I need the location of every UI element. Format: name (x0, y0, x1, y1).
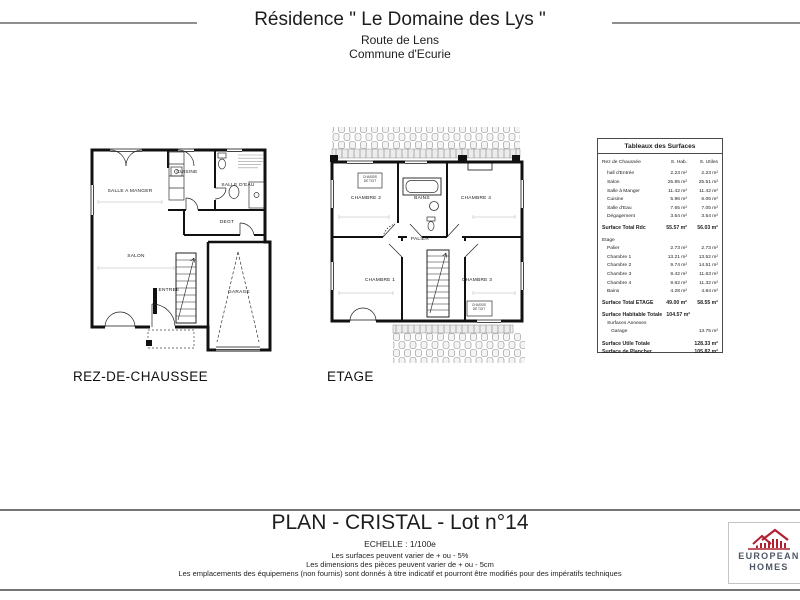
total-s-utiles: 58.55 m² (697, 300, 718, 307)
room-label-chambre-3: CHAMBRE 3 (461, 278, 493, 283)
caption-etage: ETAGE (327, 369, 374, 384)
table-row (602, 279, 718, 288)
rdc-kitchen-fixtures (169, 152, 184, 200)
etage-floorplan (327, 125, 527, 365)
row-label: Salon (607, 179, 620, 185)
room-label-garage: GARAGE (227, 290, 251, 295)
rdc-porch (146, 330, 194, 348)
table-total-utile (602, 339, 718, 348)
total-label: Surface Total Rdc (602, 225, 646, 232)
row-s-hab: 9.42 m² (670, 271, 687, 277)
rdc-garage-door-swing (217, 252, 259, 342)
table-row (602, 178, 718, 187)
etage-roof-top (330, 127, 520, 162)
address-line-2: Commune d'Ecurie (349, 47, 451, 61)
row-label: Chambre 3 (607, 271, 632, 277)
row-label: Chambre 2 (607, 263, 632, 269)
row-s-hab: 7.65 m² (670, 205, 687, 211)
room-label-salon: SALON (127, 254, 145, 259)
total-label: Surface Habitable Totale (602, 311, 663, 318)
total-s-hab: 49.00 m² (666, 300, 687, 307)
table-row (602, 244, 718, 253)
roof-window-label-1-line2: DE TOIT (363, 178, 377, 183)
room-label-salle-a-manger: SALLE A MANGER (107, 189, 153, 194)
table-row (602, 204, 718, 213)
section-annexes: Surfaces Annexes (607, 320, 647, 326)
table-total-rdc (602, 224, 718, 233)
row-s-utiles: 3.54 m² (701, 214, 718, 220)
rdc-doors (105, 150, 254, 327)
row-s-utiles: 7.05 m² (701, 205, 718, 211)
table-row (602, 187, 718, 196)
etage-roof-windows (358, 173, 492, 316)
row-label: Palier (607, 246, 620, 252)
row-s-utiles: 25.51 m² (698, 179, 718, 185)
table-total-plancher (602, 348, 718, 357)
house-icon (746, 527, 792, 551)
row-s-hab: 11.42 m² (668, 188, 687, 194)
table-row (602, 287, 718, 296)
table-header-row (602, 158, 718, 167)
row-label: Dégagement (607, 214, 636, 220)
row-s-hab: 2.73 m² (670, 246, 687, 252)
rdc-windows (90, 148, 261, 351)
col-s-hab: S. Hab. (670, 159, 687, 165)
footer-note-2: Les dimensions des pièces peuvent varier de + ou - 5cm (306, 560, 494, 569)
section-annexes-row (602, 319, 718, 328)
row-s-utiles: 13.75 m² (698, 329, 718, 335)
row-s-hab: 3.54 m² (670, 214, 687, 220)
footer-note-1: Les surfaces peuvent varier de + ou - 5% (331, 551, 469, 560)
room-label-degagement: DEGT (219, 220, 235, 225)
section-etage: Etage (602, 237, 615, 243)
roof-window-label-2-line2: DE TOIT (472, 306, 486, 311)
roof-window-label-1 (363, 176, 377, 184)
table-row (602, 253, 718, 262)
page-title: Résidence " Le Domaine des Lys " (254, 9, 546, 30)
total-label: Surface Utile Totale (602, 340, 651, 347)
logo-line-2: HOMES (749, 561, 789, 572)
caption-rdc: REZ-DE-CHAUSSEE (73, 369, 209, 384)
surfaces-table (597, 138, 723, 356)
address-line-1: Route de Lens (360, 33, 440, 47)
col-s-utiles: S. Utiles (699, 159, 718, 165)
row-label: Salle à Manger (607, 188, 640, 194)
room-label-chambre-2: CHAMBRE 2 (350, 196, 382, 201)
total-s-utiles: 56.03 m² (697, 225, 718, 232)
table-total-etage (602, 299, 718, 308)
row-label: Salle d'Eau (607, 205, 632, 211)
room-label-chambre-1: CHAMBRE 1 (364, 278, 396, 283)
rdc-walls (92, 150, 270, 350)
total-value: 104.57 m² (666, 311, 691, 318)
row-s-hab: 9.74 m² (670, 263, 687, 269)
table-row (602, 262, 718, 271)
european-homes-logo (728, 522, 800, 584)
row-s-utiles: 14.51 m² (698, 263, 718, 269)
section-rdc: Rez de Chaussée (602, 159, 641, 165)
row-label: Bains (607, 289, 620, 295)
total-value: 105.82 m² (694, 349, 718, 356)
rdc-legend-lines (238, 155, 263, 168)
row-s-utiles: 13.52 m² (698, 254, 718, 260)
table-row (602, 170, 718, 179)
row-label: Garage (611, 329, 628, 335)
plan-title: PLAN - CRISTAL - Lot n°14 (271, 511, 529, 534)
table-row-garage (602, 328, 718, 337)
row-label: Chambre 1 (607, 254, 632, 260)
footer-rule-bottom (0, 589, 800, 591)
row-s-hab: 9.62 m² (670, 280, 687, 286)
row-s-utiles: 4.84 m² (701, 289, 718, 295)
row-s-utiles: 11.63 m² (699, 271, 718, 277)
row-s-hab: 25.85 m² (667, 179, 687, 185)
row-s-hab: 2.23 m² (670, 171, 687, 177)
room-label-entree: ENTREE (158, 288, 180, 293)
logo-line-1: EUROPEAN (738, 551, 800, 561)
etage-stairs (427, 250, 449, 317)
scale-note: ECHELLE : 1/100e (364, 539, 436, 549)
roof-window-label-2-line1: CHASSIS (472, 303, 486, 307)
row-label: hall d'Entrée (607, 171, 635, 177)
room-label-cuisine: CUISINE (176, 170, 198, 175)
row-s-utiles: 11.32 m² (699, 280, 718, 286)
table-total-habitable (602, 311, 718, 320)
row-s-utiles: 6.06 m² (701, 197, 718, 203)
etage-bath-fixtures (403, 178, 441, 231)
total-label: Surface de Plancher (602, 349, 652, 356)
surfaces-table-title: Tableaux des Surfaces (598, 139, 722, 154)
total-s-hab: 55.57 m² (666, 225, 687, 232)
row-s-utiles: 11.42 m² (699, 188, 718, 194)
room-label-salle-d-eau: SALLE D'EAU (221, 183, 255, 188)
etage-roof-bottom (393, 325, 525, 363)
room-label-chambre-4: CHAMBRE 4 (460, 196, 492, 201)
rdc-dimension-lines (98, 200, 174, 270)
surfaces-table-body (598, 154, 722, 356)
roof-window-label-1-line1: CHASSIS (363, 175, 377, 179)
table-row (602, 213, 718, 222)
section-etage-row (602, 236, 718, 245)
row-label: Chambre 4 (607, 280, 632, 286)
table-row (602, 195, 718, 204)
roof-window-label-2 (472, 304, 486, 312)
total-label: Surface Total ETAGE (602, 300, 654, 307)
row-s-hab: 4.28 m² (670, 289, 687, 295)
room-label-palier: PALIER (410, 237, 430, 242)
row-label: Cuisine (607, 197, 624, 203)
total-value: 128.33 m² (694, 340, 718, 347)
row-s-hab: 13.21 m² (667, 254, 687, 260)
row-s-hab: 5.96 m² (670, 197, 687, 203)
row-s-utiles: 2.23 m² (701, 171, 718, 177)
footer-note-3: Les emplacements des équipemens (non fournis) sont donnés à titre indicatif et pourront être modifiés pour des impératifs techniques (178, 569, 622, 578)
table-row (602, 270, 718, 279)
room-label-bains: BAINS (414, 196, 430, 201)
row-s-utiles: 2.73 m² (701, 246, 718, 252)
